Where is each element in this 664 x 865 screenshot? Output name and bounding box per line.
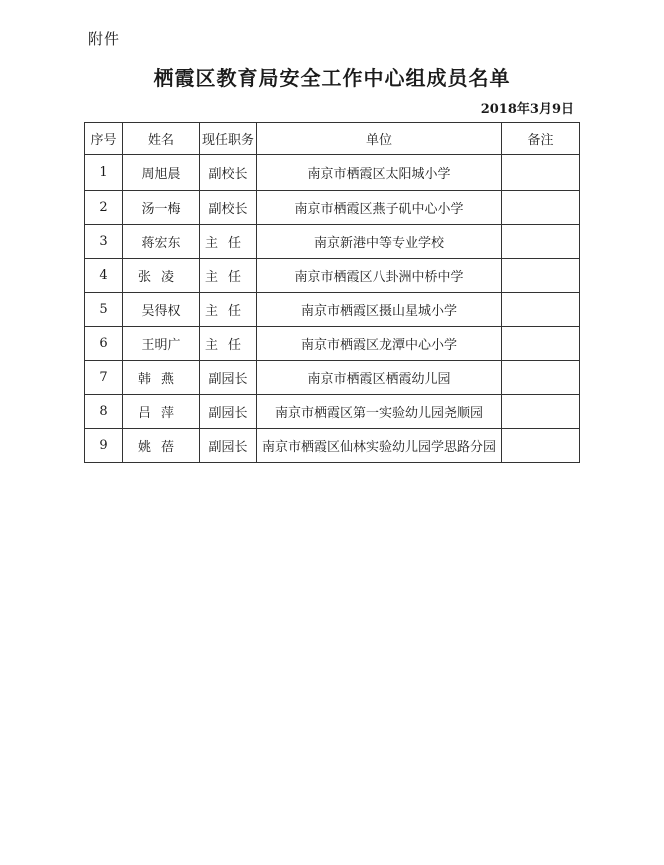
cell-title: 主任 [200, 293, 257, 327]
cell-unit: 南京市栖霞区八卦洲中桥中学 [257, 259, 502, 293]
cell-unit: 南京新港中等专业学校 [257, 225, 502, 259]
header-note: 备注 [502, 123, 580, 155]
cell-seq: 6 [85, 327, 123, 361]
cell-title: 副园长 [200, 361, 257, 395]
cell-unit: 南京市栖霞区仙林实验幼儿园学思路分园 [257, 429, 502, 463]
cell-name: 蒋宏东 [123, 225, 200, 259]
cell-note [502, 293, 580, 327]
cell-title: 主任 [200, 225, 257, 259]
header-seq: 序号 [85, 123, 123, 155]
header-title: 现任职务 [200, 123, 257, 155]
cell-name: 姚蓓 [123, 429, 200, 463]
member-roster-table [84, 122, 580, 463]
cell-note [502, 327, 580, 361]
cell-unit: 南京市栖霞区栖霞幼儿园 [257, 361, 502, 395]
table-row [85, 259, 580, 293]
table-row [85, 155, 580, 191]
cell-seq: 4 [85, 259, 123, 293]
table-row [85, 429, 580, 463]
cell-name: 张凌 [123, 259, 200, 293]
cell-note [502, 361, 580, 395]
document-title: 栖霞区教育局安全工作中心组成员名单 [153, 66, 511, 90]
cell-unit: 南京市栖霞区摄山星城小学 [257, 293, 502, 327]
document-date: 2018年3月9日 [480, 102, 574, 117]
table-header-row [85, 123, 580, 155]
cell-title: 副园长 [200, 429, 257, 463]
cell-title: 主任 [200, 327, 257, 361]
cell-title: 副校长 [200, 191, 257, 225]
cell-seq: 5 [85, 293, 123, 327]
cell-note [502, 225, 580, 259]
cell-note [502, 259, 580, 293]
header-unit: 单位 [257, 123, 502, 155]
cell-unit: 南京市栖霞区太阳城小学 [257, 155, 502, 191]
cell-note [502, 429, 580, 463]
cell-note [502, 395, 580, 429]
cell-note [502, 155, 580, 191]
table-row [85, 191, 580, 225]
table-row [85, 293, 580, 327]
cell-note [502, 191, 580, 225]
cell-name: 王明广 [123, 327, 200, 361]
cell-unit: 南京市栖霞区龙潭中心小学 [257, 327, 502, 361]
cell-unit: 南京市栖霞区燕子矶中心小学 [257, 191, 502, 225]
cell-name: 吕萍 [123, 395, 200, 429]
cell-name: 周旭晨 [123, 155, 200, 191]
attachment-label: 附件 [88, 30, 121, 48]
cell-title: 主任 [200, 259, 257, 293]
cell-title: 副园长 [200, 395, 257, 429]
cell-seq: 8 [85, 395, 123, 429]
cell-name: 吴得权 [123, 293, 200, 327]
cell-seq: 3 [85, 225, 123, 259]
cell-seq: 1 [85, 155, 123, 191]
cell-unit: 南京市栖霞区第一实验幼儿园尧顺园 [257, 395, 502, 429]
table-row [85, 395, 580, 429]
table-row [85, 327, 580, 361]
cell-name: 汤一梅 [123, 191, 200, 225]
table-row [85, 225, 580, 259]
cell-title: 副校长 [200, 155, 257, 191]
cell-seq: 7 [85, 361, 123, 395]
table-row [85, 361, 580, 395]
cell-seq: 2 [85, 191, 123, 225]
header-name: 姓名 [123, 123, 200, 155]
cell-name: 韩燕 [123, 361, 200, 395]
cell-seq: 9 [85, 429, 123, 463]
